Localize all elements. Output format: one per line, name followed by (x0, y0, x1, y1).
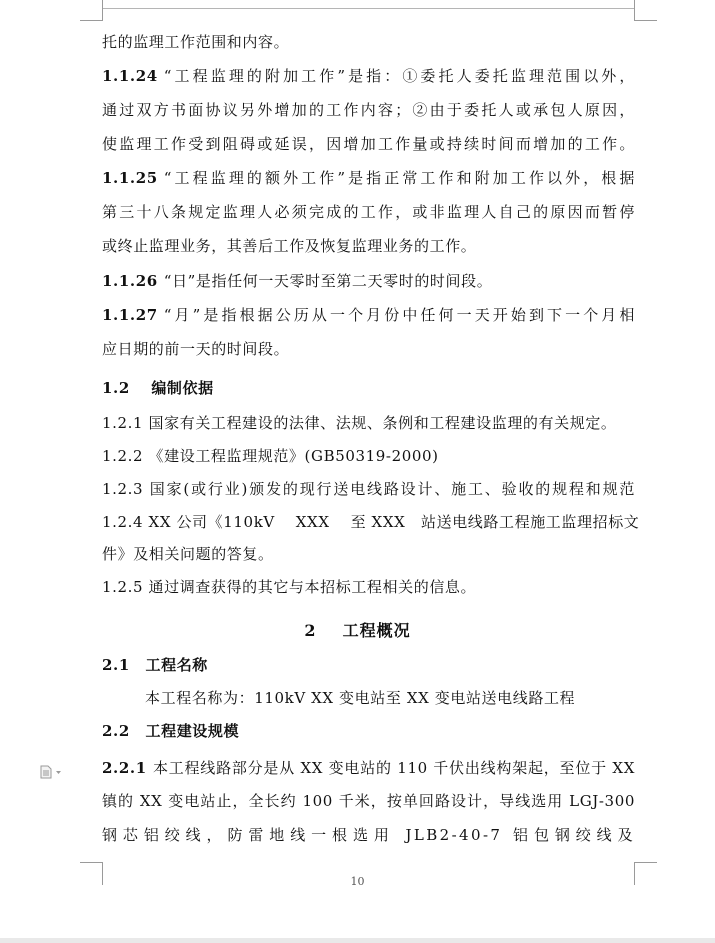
text-line: 1.2.5 通过调查获得的其它与本招标工程相关的信息。 (102, 578, 477, 596)
crop-mark-top-left (80, 0, 103, 21)
clause-text: “月”是指根据公历从一个月份中任何一天开始到下一个月相 (163, 306, 635, 324)
text-line: 托的监理工作范围和内容。 (102, 33, 290, 51)
text-line: 或终止监理业务，其善后工作及恢复监理业务的工作。 (102, 237, 477, 255)
clause-number: 1.1.24 (102, 67, 158, 85)
document-icon[interactable] (40, 764, 64, 778)
page-number: 10 (350, 875, 365, 888)
clause-1-1-27 (102, 305, 635, 325)
text-line: 钢芯铝绞线，防雷地线一根选用 JLB2-40-7 铝包钢绞线及 (102, 826, 635, 844)
clause-2-2-1 (102, 758, 635, 778)
text-line: 件》及相关问题的答复。 (102, 545, 274, 563)
text-line: 1.2.4 XX 公司《110kV XXX 至 XXX 站送电线路工程施工监理招标文 (102, 513, 640, 531)
clause-number: 1.1.26 (102, 272, 158, 290)
text-line: 1.2.3 国家(或行业)颁发的现行送电线路设计、施工、验收的规程和规范 (102, 480, 635, 498)
clause-number: 1.1.25 (102, 169, 158, 187)
clause-text: 本工程线路部分是从 XX 变电站的 110 千伏出线构架起，至位于 XX (152, 759, 635, 777)
project-name-line: 本工程名称为：110kV XX 变电站至 XX 变电站送电线路工程 (145, 689, 576, 707)
chapter-title: 工程概况 (342, 621, 411, 640)
clause-number: 1.1.27 (102, 306, 158, 324)
clause-text: “工程监理的附加工作”是指：①委托人委托监理范围以外， (163, 67, 635, 85)
clause-text: “日”是指任何一天零时至第二天零时的时间段。 (163, 272, 493, 290)
section-heading-1-2: 1.2 编制依据 (102, 379, 214, 397)
clause-number: 2.2.1 (102, 759, 147, 777)
clause-1-1-26 (102, 271, 492, 291)
section-heading-2-2: 2.2 工程建设规模 (102, 722, 240, 740)
header-rule (102, 8, 634, 9)
section-heading-2-1: 2.1 工程名称 (102, 656, 208, 674)
text-line: 通过双方书面协议另外增加的工作内容；②由于委托人或承包人原因， (102, 101, 635, 119)
text-line: 第三十八条规定监理人必须完成的工作，或非监理人自己的原因而暂停 (102, 203, 635, 221)
clause-1-1-24 (102, 66, 635, 86)
chapter-number: 2 (304, 621, 317, 640)
clause-text: “工程监理的额外工作”是指正常工作和附加工作以外，根据 (163, 169, 635, 187)
text-line: 应日期的前一天的时间段。 (102, 340, 290, 358)
text-line: 1.2.2 《建设工程监理规范》(GB50319-2000) (102, 447, 439, 465)
text-line: 镇的 XX 变电站止，全长约 100 千米，按单回路设计，导线选用 LGJ-300 (102, 792, 635, 810)
text-line: 使监理工作受到阻碍或延误，因增加工作量或持续时间而增加的工作。 (102, 135, 635, 153)
clause-1-1-25 (102, 168, 635, 188)
crop-mark-top-right (634, 0, 657, 21)
text-line: 1.2.1 国家有关工程建设的法律、法规、条例和工程建设监理的有关规定。 (102, 414, 617, 432)
chapter-heading (0, 620, 715, 642)
